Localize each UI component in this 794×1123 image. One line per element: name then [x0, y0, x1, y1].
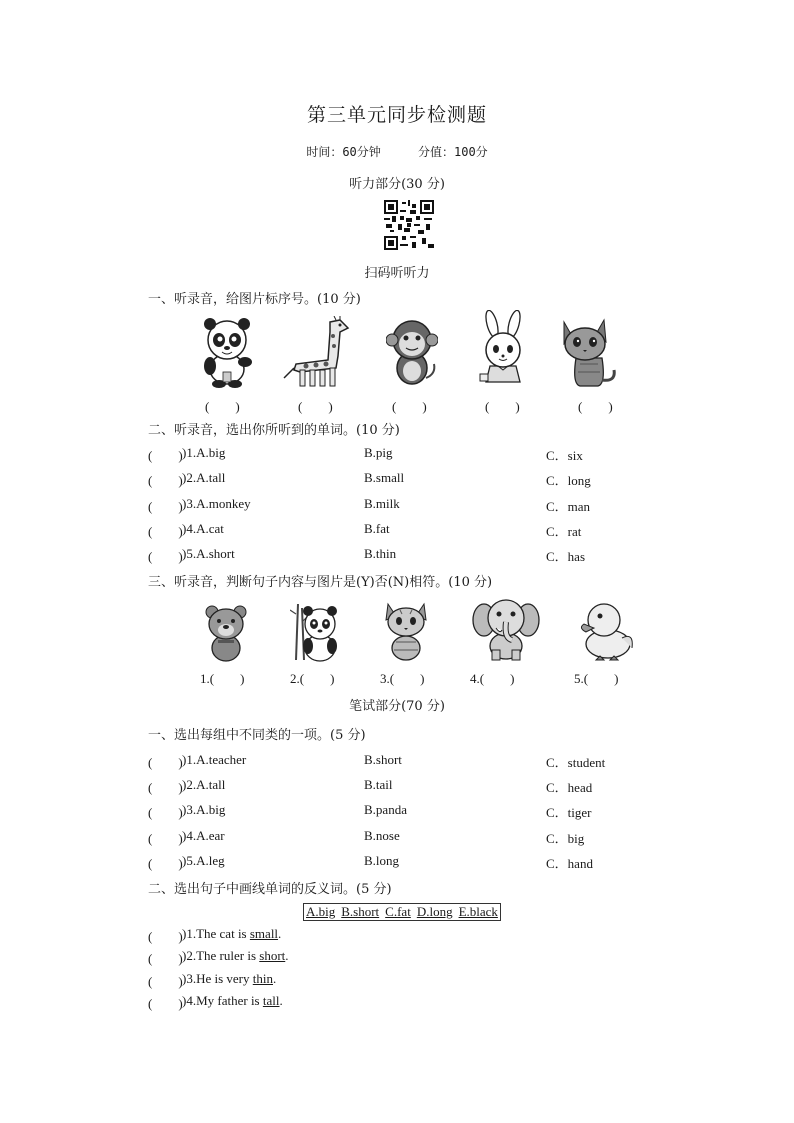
option-b: B.short — [364, 752, 402, 767]
option-c: C．big — [546, 831, 585, 846]
exam-meta — [0, 143, 794, 160]
panda-icon — [198, 314, 256, 388]
panda-icon — [290, 604, 342, 662]
section-heading: 二、选出句子中画线单词的反义词。(5 分) — [148, 882, 392, 897]
option-b: B.nose — [364, 828, 400, 843]
giraffe-icon — [280, 316, 358, 388]
answer-blank[interactable]: ( ) — [148, 996, 183, 1011]
qr-code-icon — [384, 200, 434, 250]
answer-blank[interactable]: 2.( ) — [290, 671, 335, 686]
cat-icon — [382, 600, 430, 662]
word-bank-item: B.short — [341, 904, 380, 919]
option-a: )2.A.tall — [182, 470, 226, 485]
answer-blank[interactable]: ( ) — [148, 780, 183, 795]
answer-blank[interactable]: ( ) — [148, 951, 183, 966]
answer-blank[interactable]: ( ) — [148, 549, 183, 564]
option-c: C．head — [546, 780, 593, 795]
option-b: B.pig — [364, 445, 393, 460]
question-row — [148, 546, 668, 564]
answer-blank[interactable]: 5.( ) — [574, 671, 619, 686]
answer-blank[interactable]: ( ) — [392, 399, 427, 414]
answer-blank[interactable]: ( ) — [485, 399, 520, 414]
answer-blank[interactable]: ( ) — [148, 974, 183, 989]
section-heading: 三、听录音，判断句子内容与图片是(Y)否(N)相符。(10 分) — [148, 575, 493, 590]
sentence-text: )2.The ruler is short. — [182, 948, 289, 963]
elephant-icon — [472, 594, 540, 662]
question-row — [148, 496, 668, 514]
question-row — [148, 470, 668, 488]
underlined-word: tall — [262, 993, 280, 1008]
option-c: C．has — [546, 549, 586, 564]
option-c: C．six — [546, 448, 583, 463]
duck-icon — [578, 598, 636, 662]
option-c: C．hand — [546, 856, 593, 871]
question-row — [148, 521, 668, 539]
option-b: B.long — [364, 853, 400, 868]
section-heading: 一、听录音，给图片标序号。(10 分) — [148, 292, 361, 307]
bear-icon — [204, 604, 248, 662]
answer-blank[interactable]: ( ) — [148, 805, 183, 820]
sentence-text: )1.The cat is small. — [182, 926, 282, 941]
page-title: 第三单元同步检测题 — [306, 104, 487, 126]
option-c: C．man — [546, 499, 591, 514]
underlined-word: small — [249, 926, 279, 941]
option-b: B.tail — [364, 777, 393, 792]
option-a: )5.A.short — [182, 546, 235, 561]
section-heading: 一、选出每组中不同类的一项。(5 分) — [148, 728, 366, 743]
option-a: )4.A.cat — [182, 521, 224, 536]
qr-caption: 扫码听听力 — [364, 266, 430, 281]
answer-blank[interactable]: ( ) — [148, 831, 183, 846]
listening-header: 听力部分(30 分) — [349, 177, 445, 192]
answer-blank[interactable]: 4.( ) — [470, 671, 515, 686]
question-row — [148, 853, 668, 871]
answer-blank[interactable]: ( ) — [148, 499, 183, 514]
option-a: )3.A.monkey — [182, 496, 251, 511]
word-bank-item: D.long — [416, 904, 453, 919]
sentence-text: )3.He is very thin. — [182, 971, 277, 986]
answer-blank[interactable]: ( ) — [205, 399, 240, 414]
monkey-icon — [386, 316, 438, 386]
underlined-word: thin — [252, 971, 273, 986]
option-a: )2.A.tall — [182, 777, 226, 792]
word-bank-item: E.black — [458, 904, 498, 919]
time-limit: 时间：60分钟 — [306, 145, 381, 159]
option-b: B.small — [364, 470, 405, 485]
question-row — [148, 752, 668, 770]
answer-blank[interactable]: ( ) — [148, 448, 183, 463]
rabbit-icon — [472, 310, 534, 388]
option-a: )3.A.big — [182, 802, 226, 817]
option-c: C．tiger — [546, 805, 592, 820]
answer-blank[interactable]: ( ) — [148, 755, 183, 770]
answer-blank[interactable]: ( ) — [148, 856, 183, 871]
option-c: C．rat — [546, 524, 582, 539]
answer-blank[interactable]: 3.( ) — [380, 671, 425, 686]
answer-blank[interactable]: ( ) — [148, 929, 183, 944]
answer-blank[interactable]: ( ) — [148, 473, 183, 488]
answer-blank[interactable]: 1.( ) — [200, 671, 245, 686]
total-score: 分值：100分 — [418, 145, 488, 159]
option-a: )5.A.leg — [182, 853, 225, 868]
answer-blank[interactable]: ( ) — [298, 399, 333, 414]
option-c: C．student — [546, 755, 606, 770]
answer-blank[interactable]: ( ) — [578, 399, 613, 414]
option-b: B.fat — [364, 521, 390, 536]
word-bank-item: A.big — [306, 904, 336, 919]
option-b: B.milk — [364, 496, 400, 511]
cat-icon — [554, 314, 620, 388]
question-row — [148, 777, 668, 795]
option-a: )4.A.ear — [182, 828, 225, 843]
option-a: )1.A.teacher — [182, 752, 247, 767]
question-row — [148, 802, 668, 820]
question-row — [148, 828, 668, 846]
written-header: 笔试部分(70 分) — [349, 699, 445, 714]
option-a: )1.A.big — [182, 445, 226, 460]
word-bank — [303, 903, 501, 921]
word-bank-item: C.fat — [385, 904, 411, 919]
sentence-text: )4.My father is tall. — [182, 993, 283, 1008]
option-b: B.panda — [364, 802, 407, 817]
option-b: B.thin — [364, 546, 397, 561]
question-row — [148, 445, 668, 463]
option-c: C．long — [546, 473, 591, 488]
section-heading: 二、听录音，选出你所听到的单词。(10 分) — [148, 423, 400, 438]
underlined-word: short — [259, 948, 286, 963]
answer-blank[interactable]: ( ) — [148, 524, 183, 539]
